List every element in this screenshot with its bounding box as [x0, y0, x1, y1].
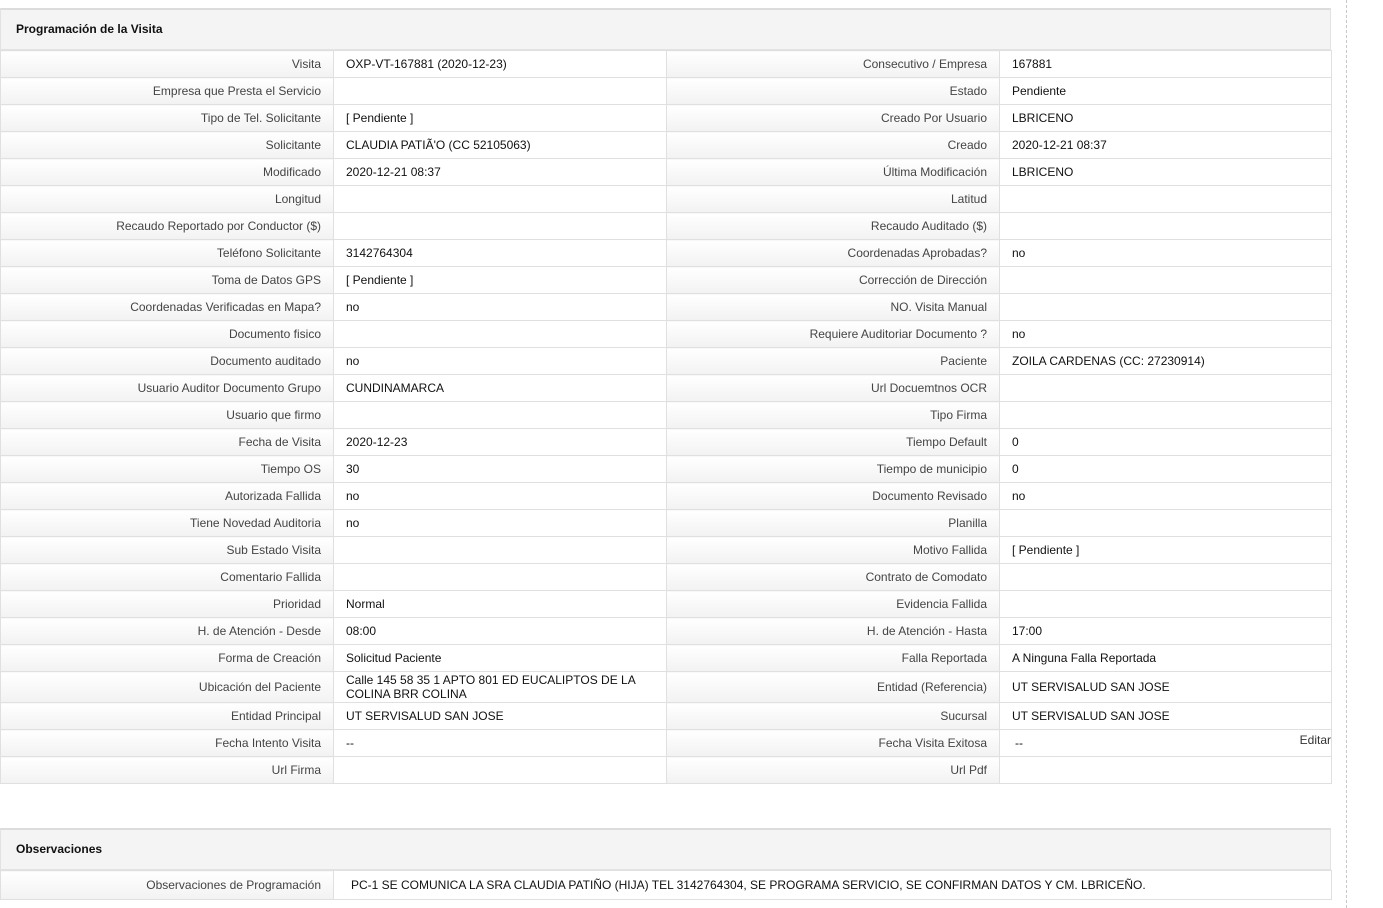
- field-value: A Ninguna Falla Reportada: [1000, 645, 1332, 672]
- field-label: Url Docuemtnos OCR: [667, 375, 1000, 402]
- field-label: Paciente: [667, 348, 1000, 375]
- field-value: no: [334, 348, 667, 375]
- field-value: Normal: [334, 591, 667, 618]
- field-value: [ Pendiente ]: [334, 267, 667, 294]
- field-value: no: [1000, 240, 1332, 267]
- field-label: Creado: [667, 132, 1000, 159]
- field-label: Usuario que firmo: [1, 402, 334, 429]
- table-row: [1, 294, 1332, 321]
- field-value: no: [1000, 483, 1332, 510]
- field-value: 08:00: [334, 618, 667, 645]
- programacion-header: Programación de la Visita: [0, 8, 1331, 50]
- field-value: [1000, 564, 1332, 591]
- field-value: [1000, 213, 1332, 240]
- field-label: Tiempo Default: [667, 429, 1000, 456]
- field-label: Ubicación del Paciente: [1, 672, 334, 703]
- table-row: [1, 375, 1332, 402]
- field-value: no: [334, 510, 667, 537]
- field-value: [334, 757, 667, 784]
- field-label: Documento Revisado: [667, 483, 1000, 510]
- field-value: 2020-12-21 08:37: [334, 159, 667, 186]
- field-label: Tipo Firma: [667, 402, 1000, 429]
- field-value: [334, 321, 667, 348]
- field-label: Planilla: [667, 510, 1000, 537]
- field-value: [334, 78, 667, 105]
- field-value: OXP-VT-167881 (2020-12-23): [334, 51, 667, 78]
- field-value: Calle 145 58 35 1 APTO 801 ED EUCALIPTOS DE LA COLINA BRR COLINA: [334, 672, 667, 703]
- field-label: Requiere Auditoriar Documento ?: [667, 321, 1000, 348]
- field-label: Motivo Fallida: [667, 537, 1000, 564]
- field-value: CUNDINAMARCA: [334, 375, 667, 402]
- field-value: --: [334, 730, 667, 757]
- field-value: [1000, 267, 1332, 294]
- field-value: [1000, 402, 1332, 429]
- field-label: Creado Por Usuario: [667, 105, 1000, 132]
- field-value: [ Pendiente ]: [1000, 537, 1332, 564]
- table-row: [1, 618, 1332, 645]
- table-row: [1, 240, 1332, 267]
- field-label: Recaudo Auditado ($): [667, 213, 1000, 240]
- field-label: Fecha Intento Visita: [1, 730, 334, 757]
- table-row: [1, 483, 1332, 510]
- field-label: Tiempo OS: [1, 456, 334, 483]
- field-label: Url Firma: [1, 757, 334, 784]
- field-value: [334, 537, 667, 564]
- table-row: [1, 871, 1332, 900]
- table-row: [1, 730, 1332, 757]
- field-label: Coordenadas Aprobadas?: [667, 240, 1000, 267]
- programacion-panel: [0, 8, 1331, 784]
- table-row: [1, 757, 1332, 784]
- field-label: Latitud: [667, 186, 1000, 213]
- field-value: no: [334, 483, 667, 510]
- field-label: Teléfono Solicitante: [1, 240, 334, 267]
- field-label: Falla Reportada: [667, 645, 1000, 672]
- field-value: 30: [334, 456, 667, 483]
- field-label: Autorizada Fallida: [1, 483, 334, 510]
- table-row: [1, 645, 1332, 672]
- table-row: [1, 703, 1332, 730]
- field-value: no: [1000, 321, 1332, 348]
- observaciones-label: Observaciones de Programación: [1, 871, 334, 900]
- field-value: UT SERVISALUD SAN JOSE: [1000, 703, 1332, 730]
- field-value: [1000, 757, 1332, 784]
- observaciones-table: [0, 870, 1332, 900]
- field-label: Coordenadas Verificadas en Mapa?: [1, 294, 334, 321]
- field-value: [334, 402, 667, 429]
- field-label: Documento auditado: [1, 348, 334, 375]
- field-label: Recaudo Reportado por Conductor ($): [1, 213, 334, 240]
- field-value: [1000, 375, 1332, 402]
- table-row: [1, 159, 1332, 186]
- observaciones-panel: [0, 828, 1331, 900]
- field-label: Sub Estado Visita: [1, 537, 334, 564]
- field-label: Fecha de Visita: [1, 429, 334, 456]
- field-label: Evidencia Fallida: [667, 591, 1000, 618]
- table-row: [1, 105, 1332, 132]
- table-row: [1, 78, 1332, 105]
- observaciones-header: Observaciones: [0, 828, 1331, 870]
- table-row: [1, 348, 1332, 375]
- field-label: Longitud: [1, 186, 334, 213]
- field-label: Corrección de Dirección: [667, 267, 1000, 294]
- field-label: Última Modificación: [667, 159, 1000, 186]
- field-value: [ Pendiente ]: [334, 105, 667, 132]
- field-label: H. de Atención - Desde: [1, 618, 334, 645]
- field-value: UT SERVISALUD SAN JOSE: [1000, 672, 1332, 703]
- table-row: [1, 132, 1332, 159]
- field-label: Url Pdf: [667, 757, 1000, 784]
- table-row: [1, 456, 1332, 483]
- field-label: Documento fisico: [1, 321, 334, 348]
- field-value: 2020-12-21 08:37: [1000, 132, 1332, 159]
- field-value: [334, 213, 667, 240]
- field-label: Comentario Fallida: [1, 564, 334, 591]
- field-value: 2020-12-23: [334, 429, 667, 456]
- field-value: UT SERVISALUD SAN JOSE: [334, 703, 667, 730]
- field-label: Visita: [1, 51, 334, 78]
- field-label: Entidad (Referencia): [667, 672, 1000, 703]
- field-value: 0: [1000, 456, 1332, 483]
- field-value: LBRICENO: [1000, 105, 1332, 132]
- field-value: Pendiente: [1000, 78, 1332, 105]
- table-row: [1, 213, 1332, 240]
- table-row: [1, 267, 1332, 294]
- programacion-table: [0, 50, 1332, 784]
- field-value: --: [1015, 736, 1023, 750]
- field-value: [334, 186, 667, 213]
- field-value: 167881: [1000, 51, 1332, 78]
- table-row: [1, 51, 1332, 78]
- edit-link[interactable]: Editar: [1299, 733, 1331, 748]
- field-value: 3142764304: [334, 240, 667, 267]
- observaciones-value: PC-1 SE COMUNICA LA SRA CLAUDIA PATIÑO (HIJA) TEL 3142764304, SE PROGRAMA SERVICIO, SE CONFIRMAN DATOS Y CM. LBRICEÑO.: [334, 871, 1332, 900]
- field-value: [1000, 730, 1332, 757]
- field-value: [1000, 510, 1332, 537]
- field-value: [1000, 186, 1332, 213]
- field-label: Entidad Principal: [1, 703, 334, 730]
- field-label: Tipo de Tel. Solicitante: [1, 105, 334, 132]
- table-row: [1, 591, 1332, 618]
- field-label: Solicitante: [1, 132, 334, 159]
- field-value: no: [334, 294, 667, 321]
- field-label: NO. Visita Manual: [667, 294, 1000, 321]
- field-label: Tiene Novedad Auditoria: [1, 510, 334, 537]
- field-value: [1000, 294, 1332, 321]
- field-label: Empresa que Presta el Servicio: [1, 78, 334, 105]
- field-value: [334, 564, 667, 591]
- field-label: Estado: [667, 78, 1000, 105]
- table-row: [1, 537, 1332, 564]
- table-row: [1, 564, 1332, 591]
- field-label: H. de Atención - Hasta: [667, 618, 1000, 645]
- field-label: Usuario Auditor Documento Grupo: [1, 375, 334, 402]
- field-value: 0: [1000, 429, 1332, 456]
- field-value: [1000, 591, 1332, 618]
- field-value: ZOILA CARDENAS (CC: 27230914): [1000, 348, 1332, 375]
- field-label: Forma de Creación: [1, 645, 334, 672]
- table-row: [1, 321, 1332, 348]
- field-value: 17:00: [1000, 618, 1332, 645]
- programacion-rows: [1, 51, 1332, 784]
- page-divider: [1346, 0, 1347, 908]
- table-row: [1, 672, 1332, 703]
- field-label: Modificado: [1, 159, 334, 186]
- field-label: Tiempo de municipio: [667, 456, 1000, 483]
- field-label: Fecha Visita Exitosa: [667, 730, 1000, 757]
- field-value: Solicitud Paciente: [334, 645, 667, 672]
- table-row: [1, 510, 1332, 537]
- field-label: Sucursal: [667, 703, 1000, 730]
- field-label: Toma de Datos GPS: [1, 267, 334, 294]
- field-label: Prioridad: [1, 591, 334, 618]
- table-row: [1, 402, 1332, 429]
- field-value: LBRICENO: [1000, 159, 1332, 186]
- field-label: Contrato de Comodato: [667, 564, 1000, 591]
- table-row: [1, 186, 1332, 213]
- field-label: Consecutivo / Empresa: [667, 51, 1000, 78]
- table-row: [1, 429, 1332, 456]
- field-value: CLAUDIA PATIÃ'O (CC 52105063): [334, 132, 667, 159]
